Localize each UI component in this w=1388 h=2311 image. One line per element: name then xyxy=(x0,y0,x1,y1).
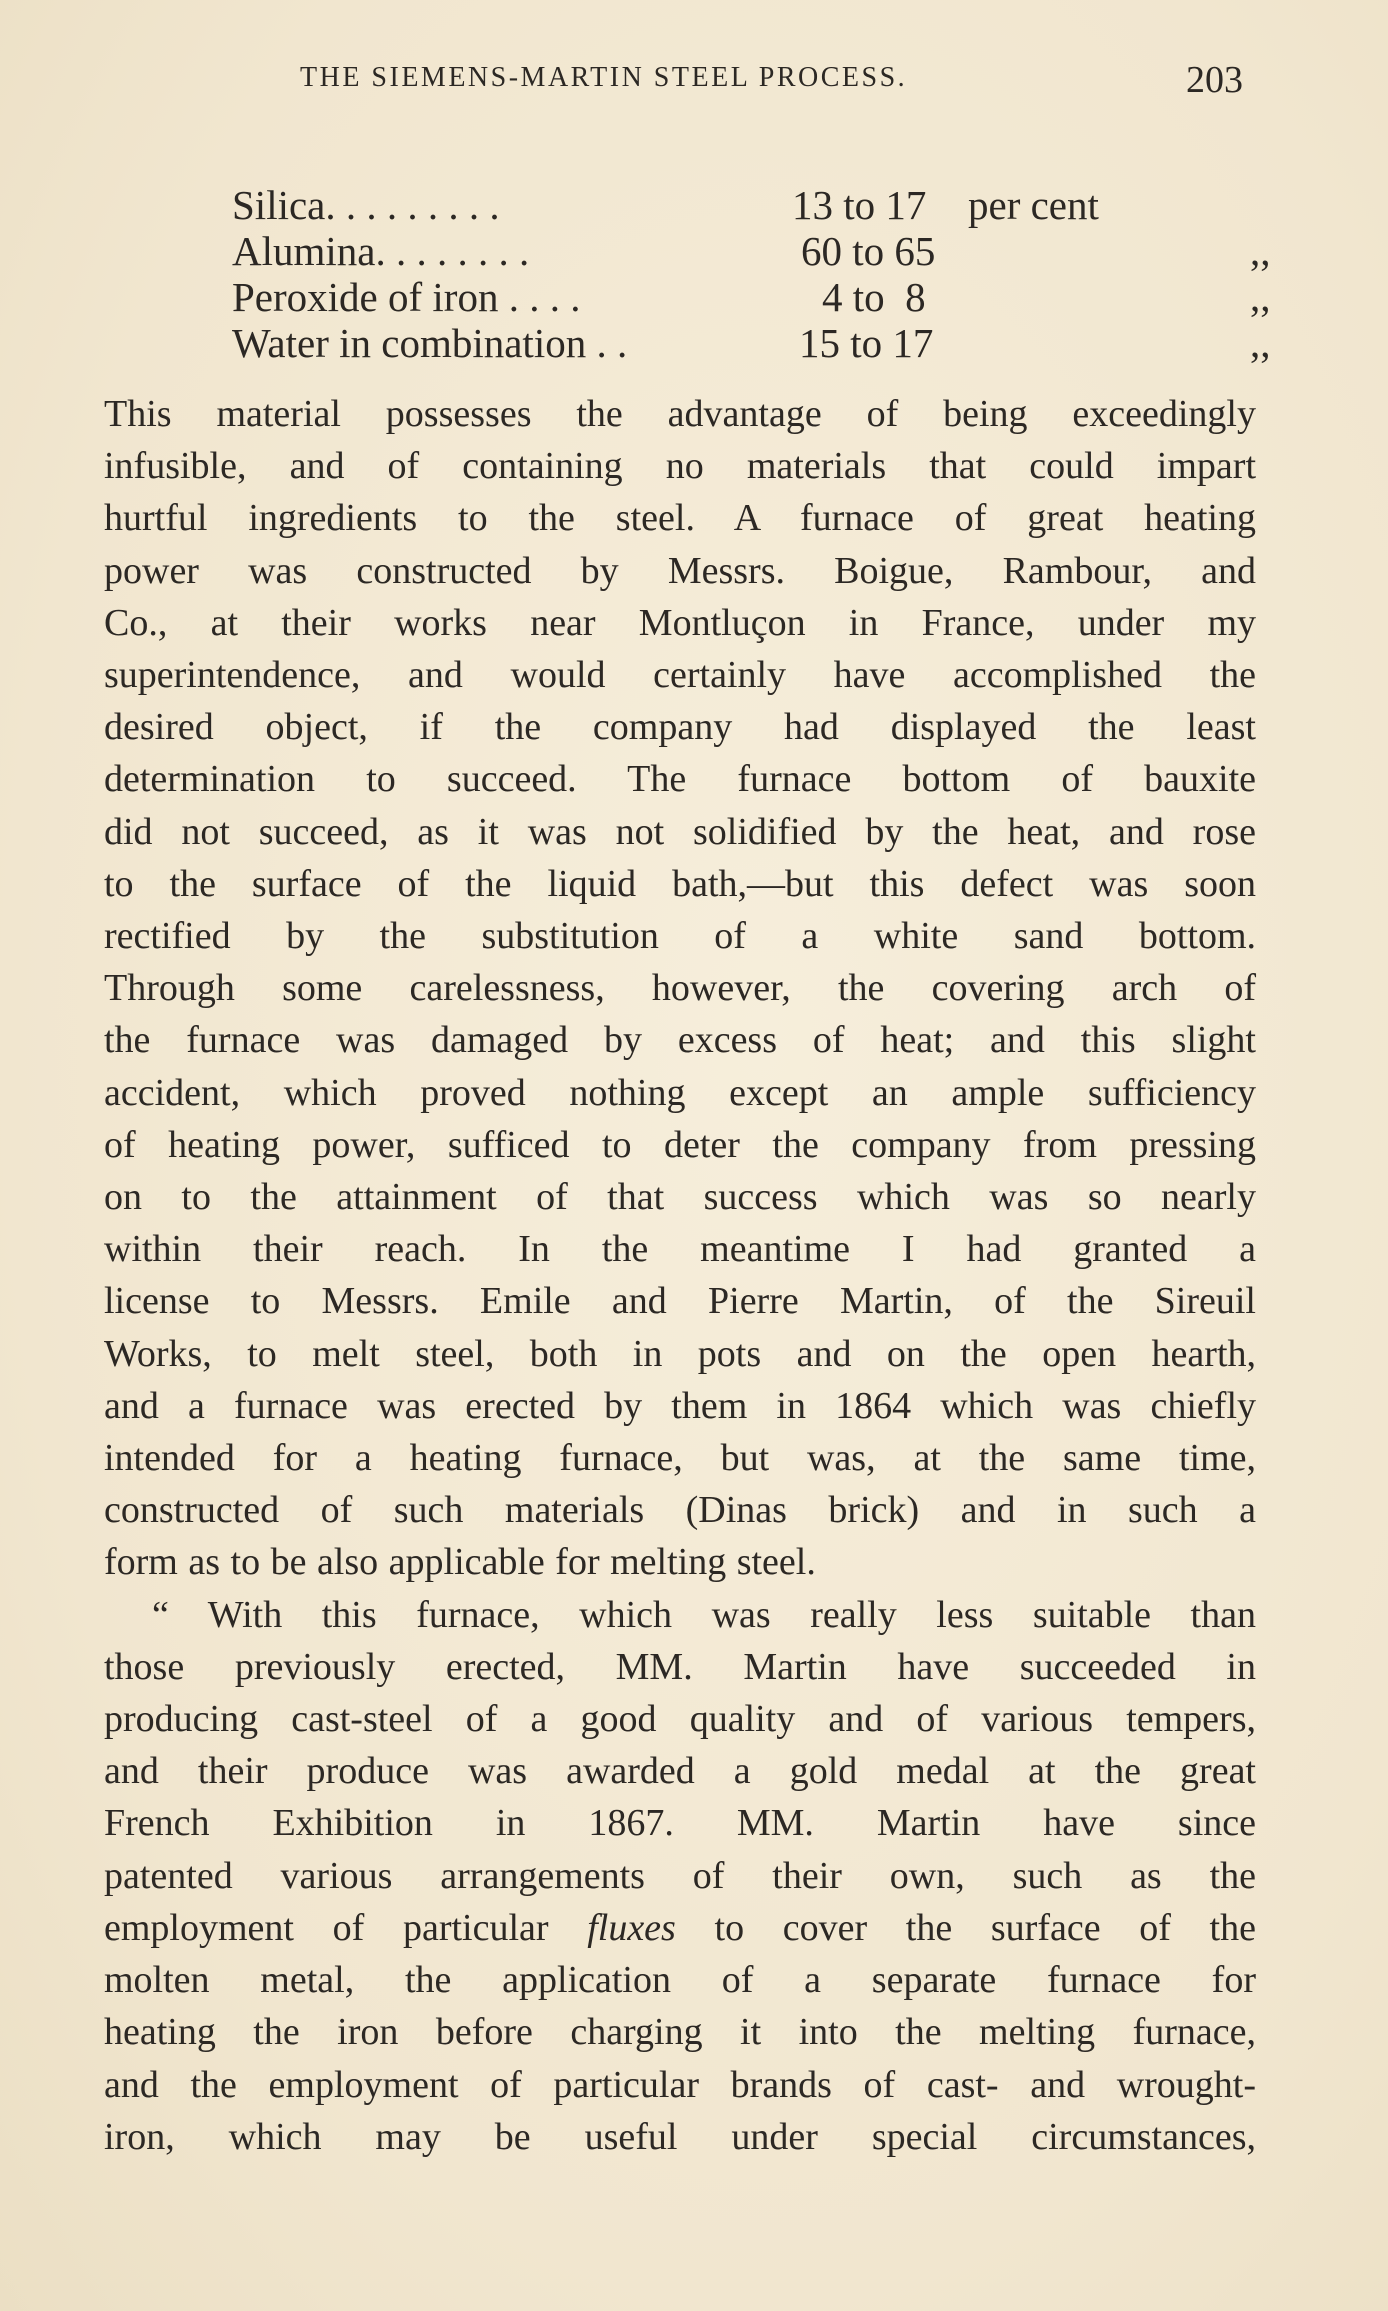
text-line: and a furnace was erected by them in 1864 which was chiefly xyxy=(104,1384,1256,1427)
component-unit: ,, xyxy=(1250,320,1271,366)
paragraph-1 xyxy=(104,388,1256,1589)
text-line: desired object, if the company had displayed the least xyxy=(104,706,1256,749)
text-line: Co., at their works near Montluçon in France, under my xyxy=(104,601,1256,644)
text-line: those previously erected, MM. Martin have succeeded in xyxy=(104,1645,1256,1688)
component-unit: ,, xyxy=(1250,274,1271,320)
component-unit: per cent xyxy=(968,182,1099,228)
table-row xyxy=(232,274,1271,320)
text-line: “ With this furnace, which was really less suitable than xyxy=(152,1593,1256,1636)
text-line: Through some carelessness, however, the covering arch of xyxy=(104,967,1256,1010)
text-line: of heating power, sufficed to deter the company from pressing xyxy=(104,1123,1256,1166)
text-line: intended for a heating furnace, but was, at the same time, xyxy=(104,1437,1256,1480)
text-line: and the employment of particular brands of cast- and wrought- xyxy=(104,2063,1256,2106)
text-segment: to cover the surface of the xyxy=(675,1906,1256,1949)
text-line: to the surface of the liquid bath,—but this defect was soon xyxy=(104,862,1256,905)
component-range: 15 to 17 xyxy=(799,320,934,366)
text-line: producing cast-steel of a good quality and of various tempers, xyxy=(104,1698,1256,1741)
text-line: hurtful ingredients to the steel. A furnace of great heating xyxy=(104,497,1256,540)
text-line: French Exhibition in 1867. MM. Martin have since xyxy=(104,1802,1256,1845)
text-line: constructed of such materials (Dinas brick) and in such a xyxy=(104,1489,1256,1532)
text-line: license to Messrs. Emile and Pierre Martin, of the Sireuil xyxy=(104,1280,1256,1323)
table-row xyxy=(232,182,1132,228)
text-line: determination to succeed. The furnace bottom of bauxite xyxy=(104,758,1256,801)
text-line: power was constructed by Messrs. Boigue, Rambour, and xyxy=(104,549,1256,592)
table-row xyxy=(232,320,1271,366)
composition-table xyxy=(232,182,1271,366)
text-line: patented various arrangements of their own, such as the xyxy=(104,1854,1256,1897)
paragraph-2 xyxy=(104,1589,1256,2163)
component-range: 13 to 17 xyxy=(792,182,927,228)
component-unit: ,, xyxy=(1250,228,1271,274)
page-number: 203 xyxy=(1186,59,1243,101)
component-label: Alumina. . . . . . . . xyxy=(232,228,530,274)
running-title: THE SIEMENS-MARTIN STEEL PROCESS. xyxy=(300,62,908,93)
text-line: the furnace was damaged by excess of heat; and this slight xyxy=(104,1019,1256,1062)
text-line xyxy=(104,1902,1256,1954)
text-line: did not succeed, as it was not solidified by the heat, and rose xyxy=(104,810,1256,853)
text-line: accident, which proved nothing except an ample sufficiency xyxy=(104,1071,1256,1114)
text-line: and their produce was awarded a gold medal at the great xyxy=(104,1750,1256,1793)
text-line: heating the iron before charging it into the melting furnace, xyxy=(104,2011,1256,2054)
text-line: iron, which may be useful under special circumstances, xyxy=(104,2115,1256,2158)
text-line: on to the attainment of that success which was so nearly xyxy=(104,1176,1256,1219)
body-text xyxy=(104,388,1256,2163)
component-label: Water in combination . . xyxy=(232,320,628,366)
text-line: within their reach. In the meantime I had granted a xyxy=(104,1228,1256,1271)
component-label: Peroxide of iron . . . . xyxy=(232,274,581,320)
table-row xyxy=(232,228,1271,274)
italic-term: fluxes xyxy=(587,1906,676,1949)
text-line: infusible, and of containing no materials that could impart xyxy=(104,445,1256,488)
text-line: form as to be also applicable for melting steel. xyxy=(104,1541,816,1584)
text-line: Works, to melt steel, both in pots and on the open hearth, xyxy=(104,1332,1256,1375)
component-range: 60 to 65 xyxy=(801,228,936,274)
component-range: 4 to 8 xyxy=(822,274,926,320)
text-segment: employment of particular xyxy=(104,1906,588,1949)
text-line: molten metal, the application of a separate furnace for xyxy=(104,1959,1256,2002)
text-line: rectified by the substitution of a white sand bottom. xyxy=(104,915,1256,958)
text-line: superintendence, and would certainly have accomplished the xyxy=(104,654,1256,697)
text-line: This material possesses the advantage of being exceedingly xyxy=(104,393,1256,435)
component-label: Silica. . . . . . . . . xyxy=(232,182,500,228)
